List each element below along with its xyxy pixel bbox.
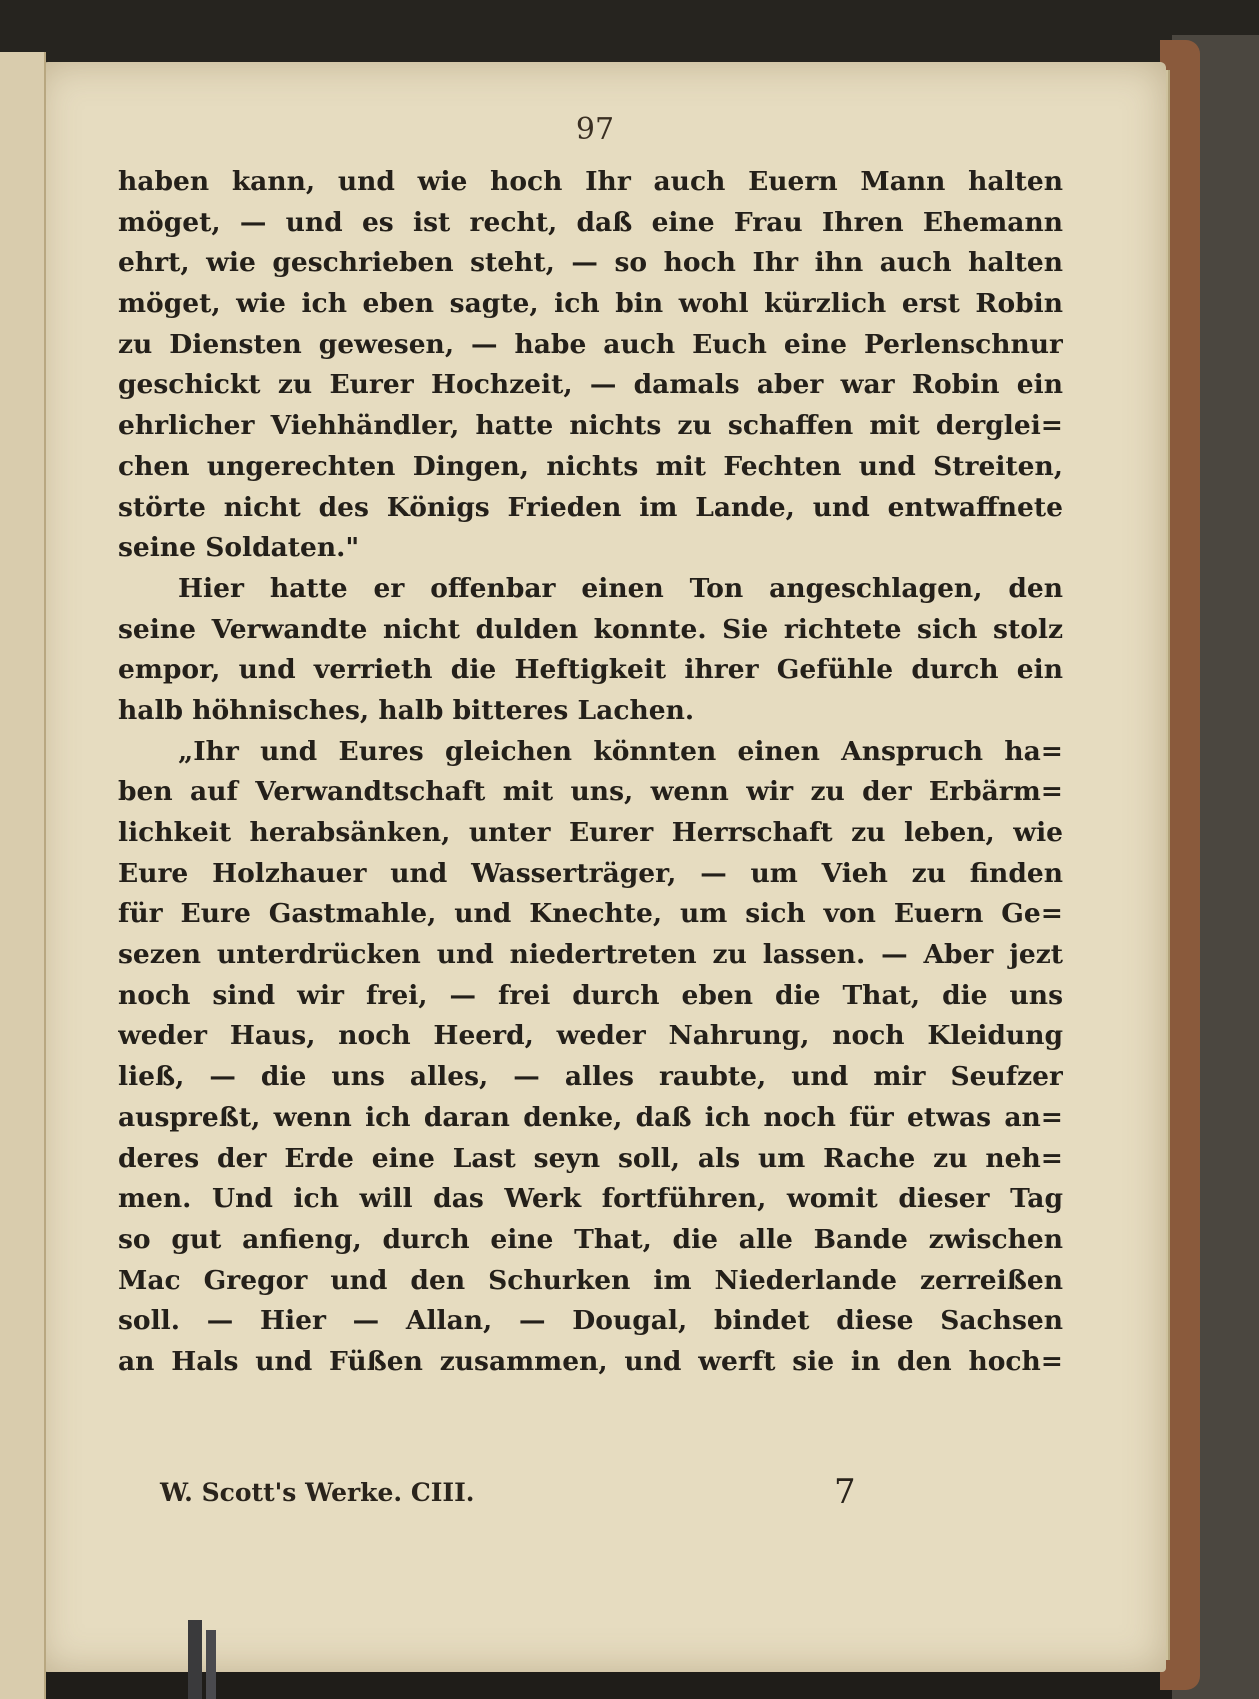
text-line: auspreßt, wenn ich daran denke, daß ich noch für etwas an= <box>118 1101 1063 1133</box>
text-line: so gut anfieng, durch eine That, die alle Bande zwischen <box>118 1223 1063 1255</box>
page-number: 97 <box>575 112 615 147</box>
text-line: halb höhnisches, halb bitteres Lachen. <box>118 694 695 726</box>
text-line: Eure Holzhauer und Wasserträger, — um Vieh zu finden <box>118 857 1063 889</box>
text-line: ben auf Verwandtschaft mit uns, wenn wir zu der Erbärm= <box>118 776 1063 808</box>
text-line: chen ungerechten Dingen, nichts mit Fechten und Streiten, <box>118 450 1063 482</box>
text-line: möget, — und es ist recht, daß eine Frau Ihren Ehemann <box>118 206 1063 238</box>
text-line: weder Haus, noch Heerd, weder Nahrung, noch Kleidung <box>118 1020 1063 1052</box>
bookmark-ribbon <box>188 1620 202 1699</box>
text-line: störte nicht des Königs Frieden im Lande, und entwaffnete <box>118 491 1063 523</box>
text-line: soll. — Hier — Allan, — Dougal, bindet diese Sachsen <box>118 1305 1063 1337</box>
book-cover-top <box>0 0 1259 70</box>
text-line: ehrlicher Viehhändler, hatte nichts zu schaffen mit derglei= <box>118 410 1063 442</box>
facing-page-edge <box>0 52 46 1699</box>
text-line: geschickt zu Eurer Hochzeit, — damals aber war Robin ein <box>118 369 1063 401</box>
text-line: seine Soldaten." <box>118 532 360 564</box>
text-line: noch sind wir frei, — frei durch eben die That, die uns <box>118 979 1063 1011</box>
sheet-number: 7 <box>834 1472 856 1512</box>
text-line: für Eure Gastmahle, und Knechte, um sich von Euern Ge= <box>118 898 1063 930</box>
text-line: Hier hatte er offenbar einen Ton angeschlagen, den <box>178 572 1063 604</box>
text-line: sezen unterdrücken und niedertreten zu lassen. — Aber jezt <box>118 939 1063 971</box>
text-line: haben kann, und wie hoch Ihr auch Euern Mann halten <box>118 166 1063 197</box>
text-line: empor, und verrieth die Heftigkeit ihrer Gefühle durch ein <box>118 654 1063 686</box>
bookmark-ribbon-2 <box>206 1630 216 1699</box>
text-line: men. Und ich will das Werk fortführen, womit dieser Tag <box>118 1183 1063 1215</box>
text-line: ehrt, wie geschrieben steht, — so hoch Ihr ihn auch halten <box>118 247 1063 279</box>
text-line: deres der Erde eine Last seyn soll, als um Rache zu neh= <box>118 1142 1063 1174</box>
text-line: seine Verwandte nicht dulden konnte. Sie richtete sich stolz <box>118 613 1063 645</box>
printer-signature: W. Scott's Werke. CIII. <box>160 1478 475 1507</box>
text-line: an Hals und Füßen zusammen, und werft sie in den hoch= <box>118 1345 1063 1377</box>
text-line: „Ihr und Eures gleichen könnten einen Anspruch ha= <box>178 735 1063 767</box>
text-line: zu Diensten gewesen, — habe auch Euch eine Perlenschnur <box>118 328 1063 360</box>
text-line: möget, wie ich eben sagte, ich bin wohl kürzlich erst Robin <box>118 288 1063 320</box>
text-line: ließ, — die uns alles, — alles raubte, und mir Seufzer <box>118 1061 1063 1093</box>
text-line: Mac Gregor und den Schurken im Niederlande zerreißen <box>118 1264 1063 1296</box>
text-line: lichkeit herabsänken, unter Eurer Herrschaft zu leben, wie <box>118 817 1063 848</box>
body-text <box>118 162 1063 1383</box>
page-footer <box>160 1472 1060 1518</box>
